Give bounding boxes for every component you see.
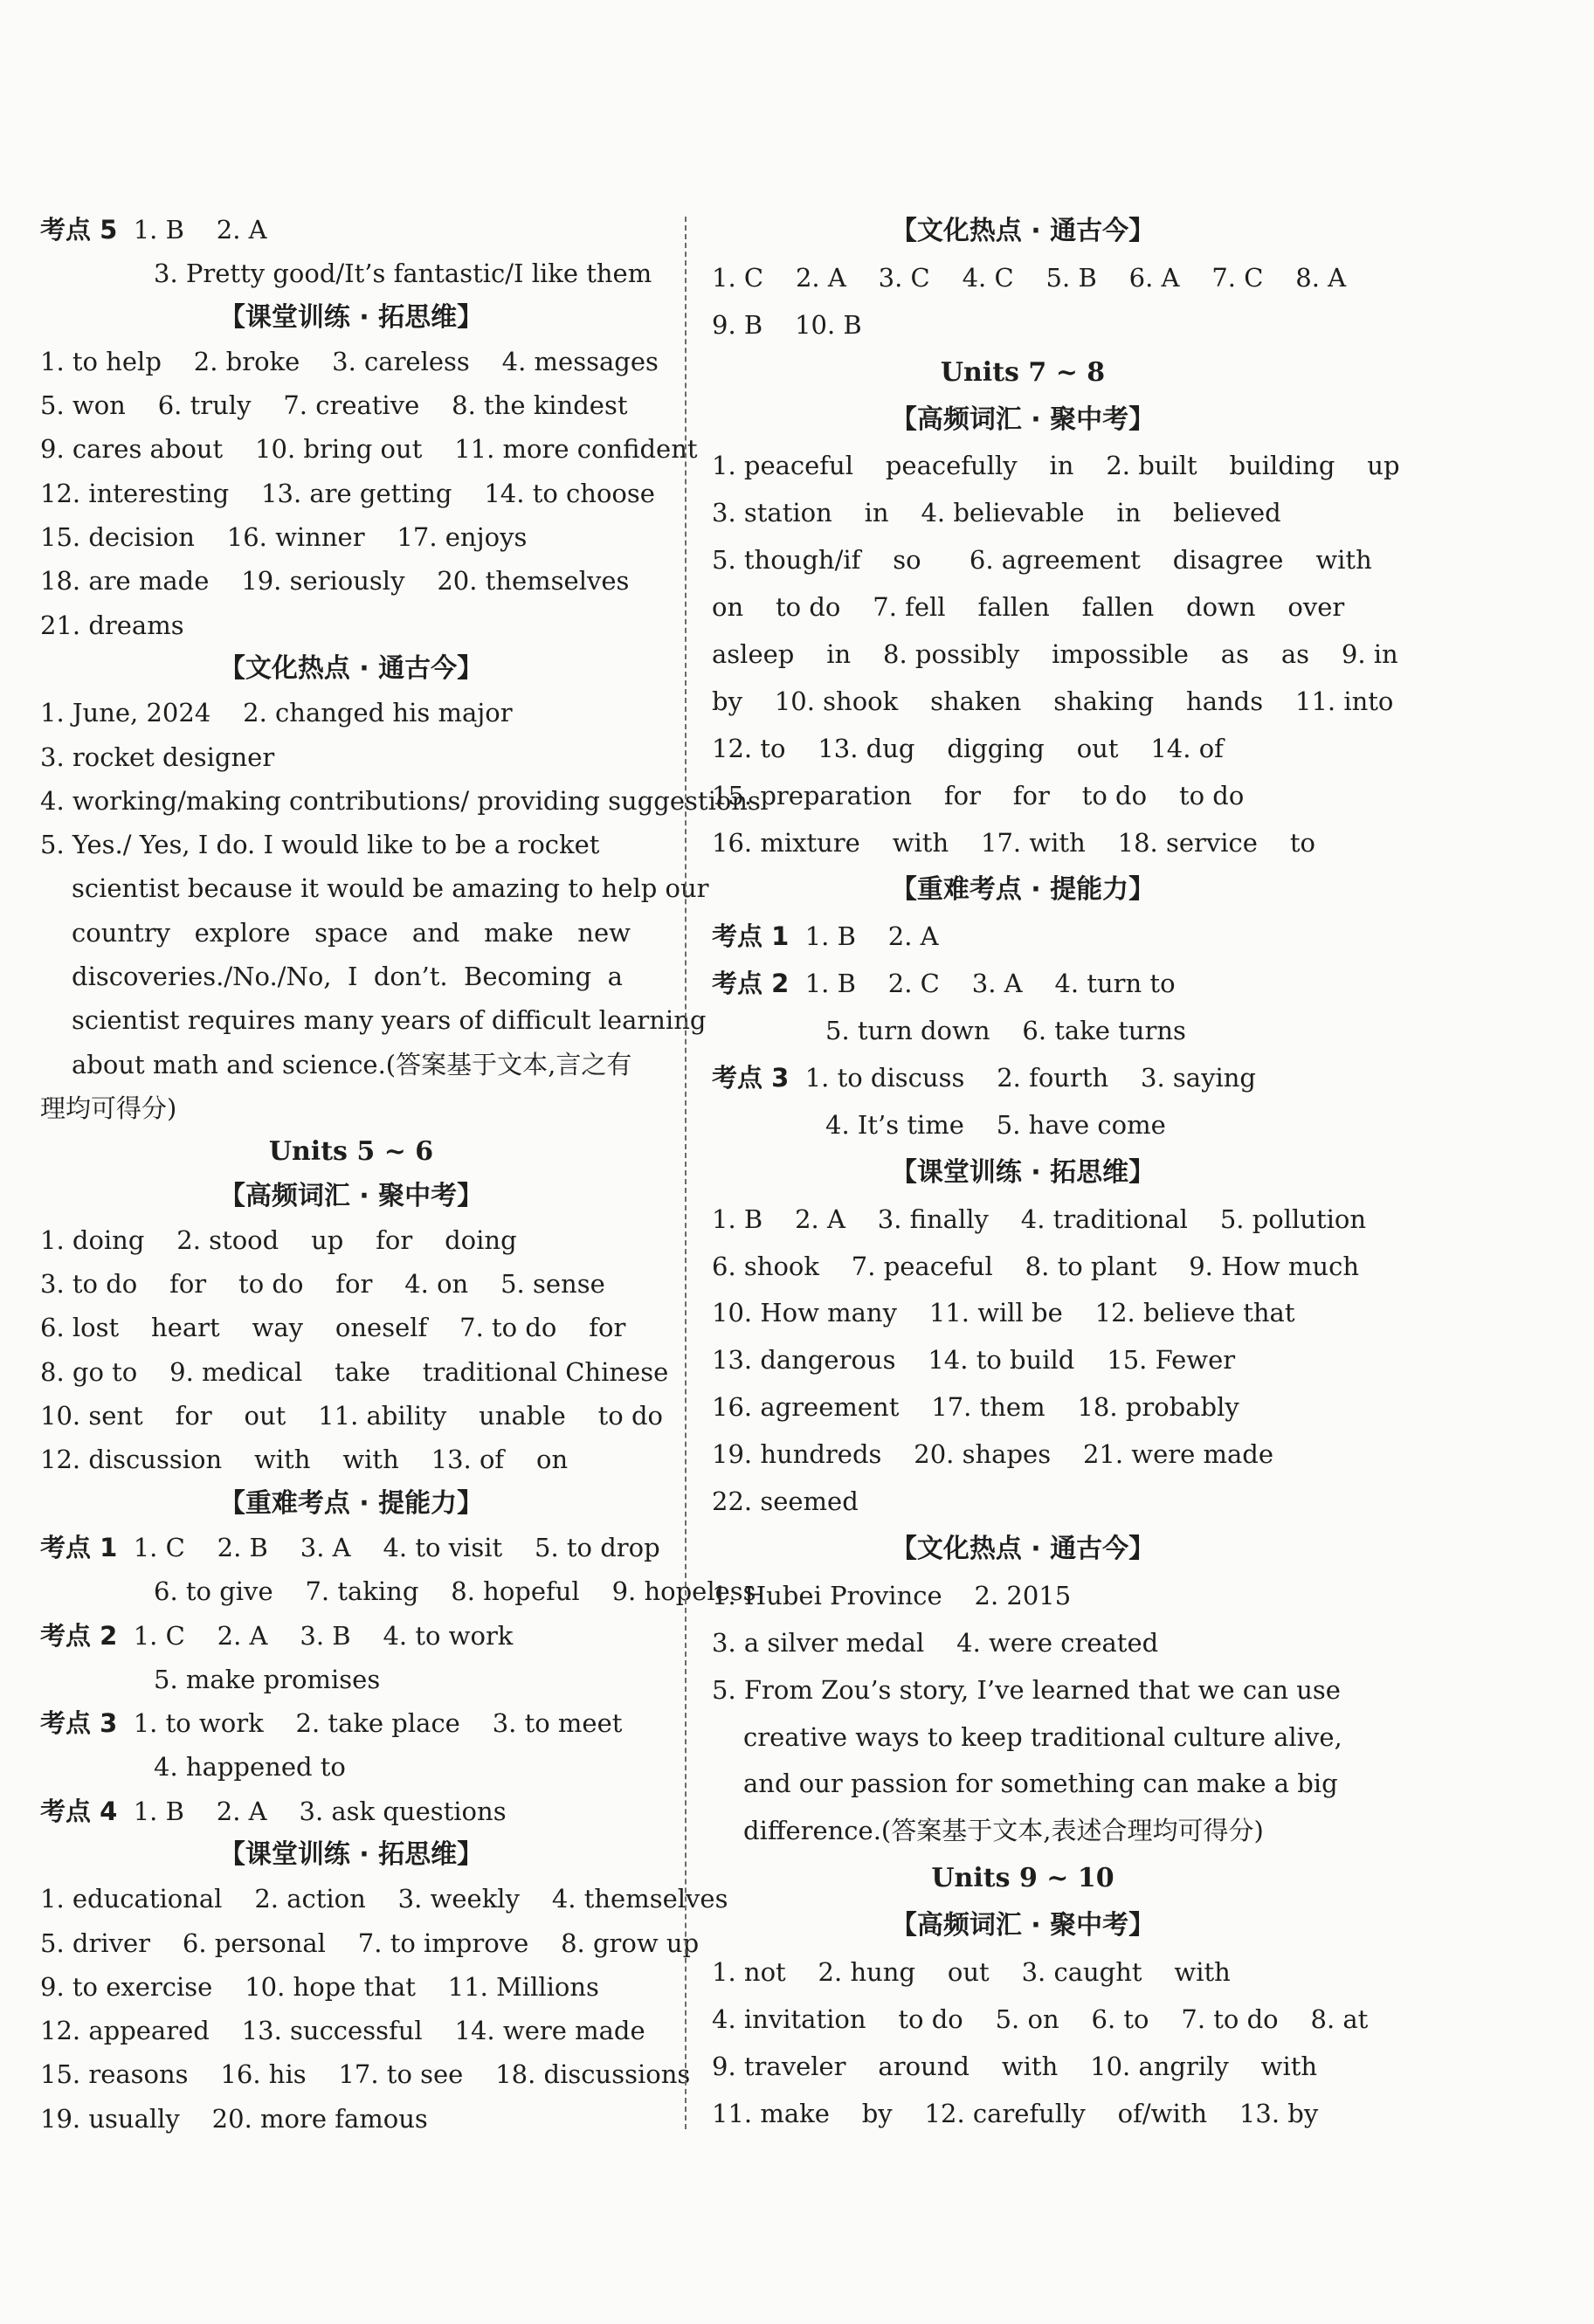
answer-line [40,1569,756,1613]
answer-text: 4. It’s time 5. have come [825,1109,1166,1140]
answer-text: 12. to 13. dug digging out 14. of [712,733,1224,763]
answer-line [40,955,662,998]
answer-text: 3. station in 4. believable in believed [712,498,1281,528]
answer-line [712,1808,1334,1855]
answer-line [712,1714,1342,1762]
answer-text: and our passion for something can make a big [743,1769,1338,1799]
section-heading: 【高频词汇 · 聚中考】 [890,403,1156,435]
answer-line [40,691,662,734]
answer-line [712,1479,1334,1526]
answer-line [712,1384,1334,1431]
answer-text: 5. make promises [154,1664,381,1694]
section-heading: 【高频词汇 · 聚中考】 [218,1180,484,1211]
answer-text: 18. are made 19. seriously 20. themselves [40,566,630,597]
answer-line [40,1877,728,1921]
section-heading: 【课堂训练 · 拓思维】 [218,1838,484,1870]
answer-text: 1. Hubei Province 2. 2015 [712,1580,1072,1610]
answer-line [712,1761,1338,1808]
answer-text: 理均可得分) [40,1093,177,1123]
answer-line [40,427,698,471]
answer-line [40,998,707,1042]
answer-text: 1. educational 2. action 3. weekly 4. themselves [40,1884,728,1914]
answer-text: 5. driver 6. personal 7. to improve 8. grow up [40,1927,700,1958]
answer-line [712,1573,1334,1620]
answer-text: 1. B 2. A [117,215,267,245]
answer-text: scientist because it would be amazing to help our [72,873,709,904]
answer-text: about math and science.(答案基于文本,言之有 [72,1049,632,1079]
section-heading: 【文化热点 · 通古今】 [890,1533,1156,1564]
answer-text: 10. How many 11. will be 12. believe that [712,1298,1295,1328]
section-heading: 【重难考点 · 提能力】 [890,874,1156,906]
answer-line [40,1965,662,2009]
answer-line [40,340,662,383]
answer-text: by 10. shook shaken shaking hands 11. into [712,686,1394,716]
answer-text: 1. B 2. C 3. A 4. turn to [789,969,1176,999]
answer-text: 11. make by 12. carefully of/with 13. by [712,2098,1319,2128]
answer-text: 16. agreement 17. them 18. probably [712,1392,1239,1423]
answer-text: discoveries./No./No, I don’t. Becoming a [72,962,623,992]
answer-line [712,1102,1334,1149]
answer-text: 1. B 2. A 3. finally 4. traditional 5. pollution [712,1203,1367,1234]
answer-line [40,866,709,910]
section-heading: 【重难考点 · 提能力】 [218,1487,484,1519]
answer-text: 16. mixture with 17. with 18. service to [712,827,1315,858]
answer-line [40,911,662,955]
answer-text: 1. not 2. hung out 3. caught with [712,1956,1231,1987]
answer-text: on to do 7. fell fallen fallen down over [712,592,1345,623]
answer-line [712,302,1334,349]
column-divider [685,217,687,2129]
answer-line [40,735,662,779]
answer-text: 15. preparation for for to do to do [712,780,1245,810]
answer-line [40,2052,691,2096]
answer-text: scientist requires many years of difficult learning [72,1005,707,1036]
answer-line [40,1658,662,1701]
right-column [712,208,1400,2138]
unit-title: Units 5 ~ 6 [268,1136,434,1168]
exam-point-label: 考点 1 [40,1532,118,1562]
answer-text: 1. C 2. A 3. B 4. to work [117,1620,514,1651]
exam-point-label: 考点 1 [712,921,790,952]
answer-line [712,1996,1369,2044]
answer-line [40,1262,662,1306]
section-heading: 【课堂训练 · 拓思维】 [890,1156,1156,1188]
answer-line [712,1244,1360,1291]
answer-text: asleep in 8. possibly impossible as as 9. in [712,639,1398,670]
answer-text: 19. hundreds 20. shapes 21. were made [712,1439,1274,1470]
answer-line [712,820,1334,867]
answer-line [40,1306,662,1349]
answer-text: 1. B 2. A [789,921,939,952]
answer-line [40,1438,662,1481]
answer-text: 8. go to 9. medical take traditional Chinese [40,1356,669,1387]
answer-line [712,1290,1334,1337]
answer-line [40,823,662,866]
answer-line [40,383,662,427]
answer-text: 12. appeared 13. successful 14. were made [40,2016,645,2046]
answer-line [40,2009,662,2052]
answer-text: difference.(答案基于文本,表述合理均可得分) [743,1816,1264,1846]
answer-text: 3. a silver medal 4. were created [712,1627,1159,1658]
answer-line [712,961,1334,1008]
answer-line [712,2044,1334,2091]
answer-line [712,1337,1334,1384]
answer-line [40,1526,662,1569]
section-heading: 【高频词汇 · 聚中考】 [890,1910,1156,1941]
answer-line [40,472,662,515]
answer-line [40,1701,662,1745]
answer-text: 9. B 10. B [712,309,862,340]
unit-title: Units 7 ~ 8 [940,356,1106,388]
answer-text: 5. though/if so 6. agreement disagree with [712,545,1372,576]
answer-line [40,603,662,647]
answer-line [40,1921,700,1965]
exam-point-label: 考点 2 [40,1620,118,1651]
answer-text: 3. to do for to do for 4. on 5. sense [40,1269,605,1300]
answer-text: 1. to discuss 2. fourth 3. saying [789,1063,1256,1093]
answer-line [40,1614,662,1658]
answer-text: 6. shook 7. peaceful 8. to plant 9. How much [712,1251,1360,1281]
answer-line [712,255,1347,302]
answer-text: 1. peaceful peacefully in 2. built building up [712,451,1400,481]
answer-text: 5. turn down 6. take turns [825,1016,1186,1046]
answer-text: 6. to give 7. taking 8. hopeful 9. hopeless [154,1576,756,1607]
left-column [40,208,761,2141]
answer-line [712,1620,1334,1667]
answer-text: 3. Pretty good/It’s fantastic/I like them [154,259,652,289]
answer-text: 1. to work 2. take place 3. to meet [117,1708,623,1739]
answer-line [40,208,662,252]
answer-text: 5. Yes./ Yes, I do. I would like to be a rocket [40,830,600,860]
answer-text: 6. lost heart way oneself 7. to do for [40,1313,626,1343]
answer-line [40,1350,669,1394]
exam-point-label: 考点 5 [40,215,118,245]
answer-line [40,515,662,559]
answer-line [40,1745,662,1789]
answer-line [40,1043,662,1086]
answer-text: 21. dreams [40,610,184,640]
answer-line [712,443,1400,490]
answer-text: 12. discussion with with 13. of on [40,1445,569,1475]
answer-line [40,559,662,603]
answer-text: 12. interesting 13. are getting 14. to choose [40,478,655,508]
answer-text: country explore space and make new [72,917,631,948]
exam-point-label: 考点 2 [712,969,790,999]
answer-line [712,1431,1334,1479]
answer-text: 13. dangerous 14. to build 15. Fewer [712,1345,1236,1376]
answer-line [712,914,1334,961]
answer-line [712,679,1394,726]
section-heading: 【文化热点 · 通古今】 [890,216,1156,246]
answer-text: 1. June, 2024 2. changed his major [40,698,513,728]
answer-text: 1. to help 2. broke 3. careless 4. messages [40,346,659,376]
section-heading: 【课堂训练 · 拓思维】 [218,301,484,333]
answer-line [712,773,1334,820]
answer-line [712,584,1345,631]
section-heading: 【文化热点 · 通古今】 [218,652,484,684]
answer-line [712,726,1334,773]
answer-line [712,2091,1334,2138]
answer-text: 22. seemed [712,1486,859,1517]
exam-point-label: 考点 3 [712,1063,790,1093]
answer-text: 15. reasons 16. his 17. to see 18. discussions [40,2059,691,2090]
answer-text: 5. won 6. truly 7. creative 8. the kindest [40,390,628,421]
answer-text: 19. usually 20. more famous [40,2103,428,2134]
answer-text: 1. C 2. B 3. A 4. to visit 5. to drop [117,1532,660,1562]
answer-text: 4. invitation to do 5. on 6. to 7. to do 8. at [712,2003,1369,2034]
answer-text: 1. B 2. A 3. ask questions [117,1796,507,1826]
answer-text: 9. cares about 10. bring out 11. more confident [40,434,698,465]
answer-line [712,631,1398,679]
answer-line [40,1086,662,1130]
answer-line [40,1218,662,1262]
answer-text: 9. traveler around with 10. angrily with [712,2051,1318,2081]
answer-line [712,1196,1367,1244]
answer-line [40,779,761,823]
answer-line [712,1949,1334,1996]
answer-line [712,1667,1341,1714]
answer-text: 4. happened to [154,1752,346,1783]
answer-line [40,1394,662,1438]
answer-text: 4. working/making contributions/ providing suggestions [40,785,761,816]
answer-line [40,252,662,295]
answer-line [712,537,1372,584]
answer-text: 3. rocket designer [40,741,275,772]
answer-text: 1. C 2. A 3. C 4. C 5. B 6. A 7. C 8. A [712,262,1347,293]
answer-text: 10. sent for out 11. ability unable to do [40,1401,663,1431]
answer-line [40,1790,662,1833]
unit-title: Units 9 ~ 10 [931,1863,1114,1894]
answer-line [40,2097,662,2141]
answer-text: 9. to exercise 10. hope that 11. Millions [40,1971,599,2002]
answer-line [712,1008,1334,1055]
answer-text: 15. decision 16. winner 17. enjoys [40,522,528,553]
answer-line [712,490,1334,537]
answer-line [712,1055,1334,1102]
answer-text: 5. From Zou’s story, I’ve learned that we can use [712,1674,1341,1705]
exam-point-label: 考点 4 [40,1796,118,1826]
answer-text: 1. doing 2. stood up for doing [40,1224,517,1255]
answer-text: creative ways to keep traditional culture alive, [743,1721,1342,1752]
exam-point-label: 考点 3 [40,1708,118,1739]
